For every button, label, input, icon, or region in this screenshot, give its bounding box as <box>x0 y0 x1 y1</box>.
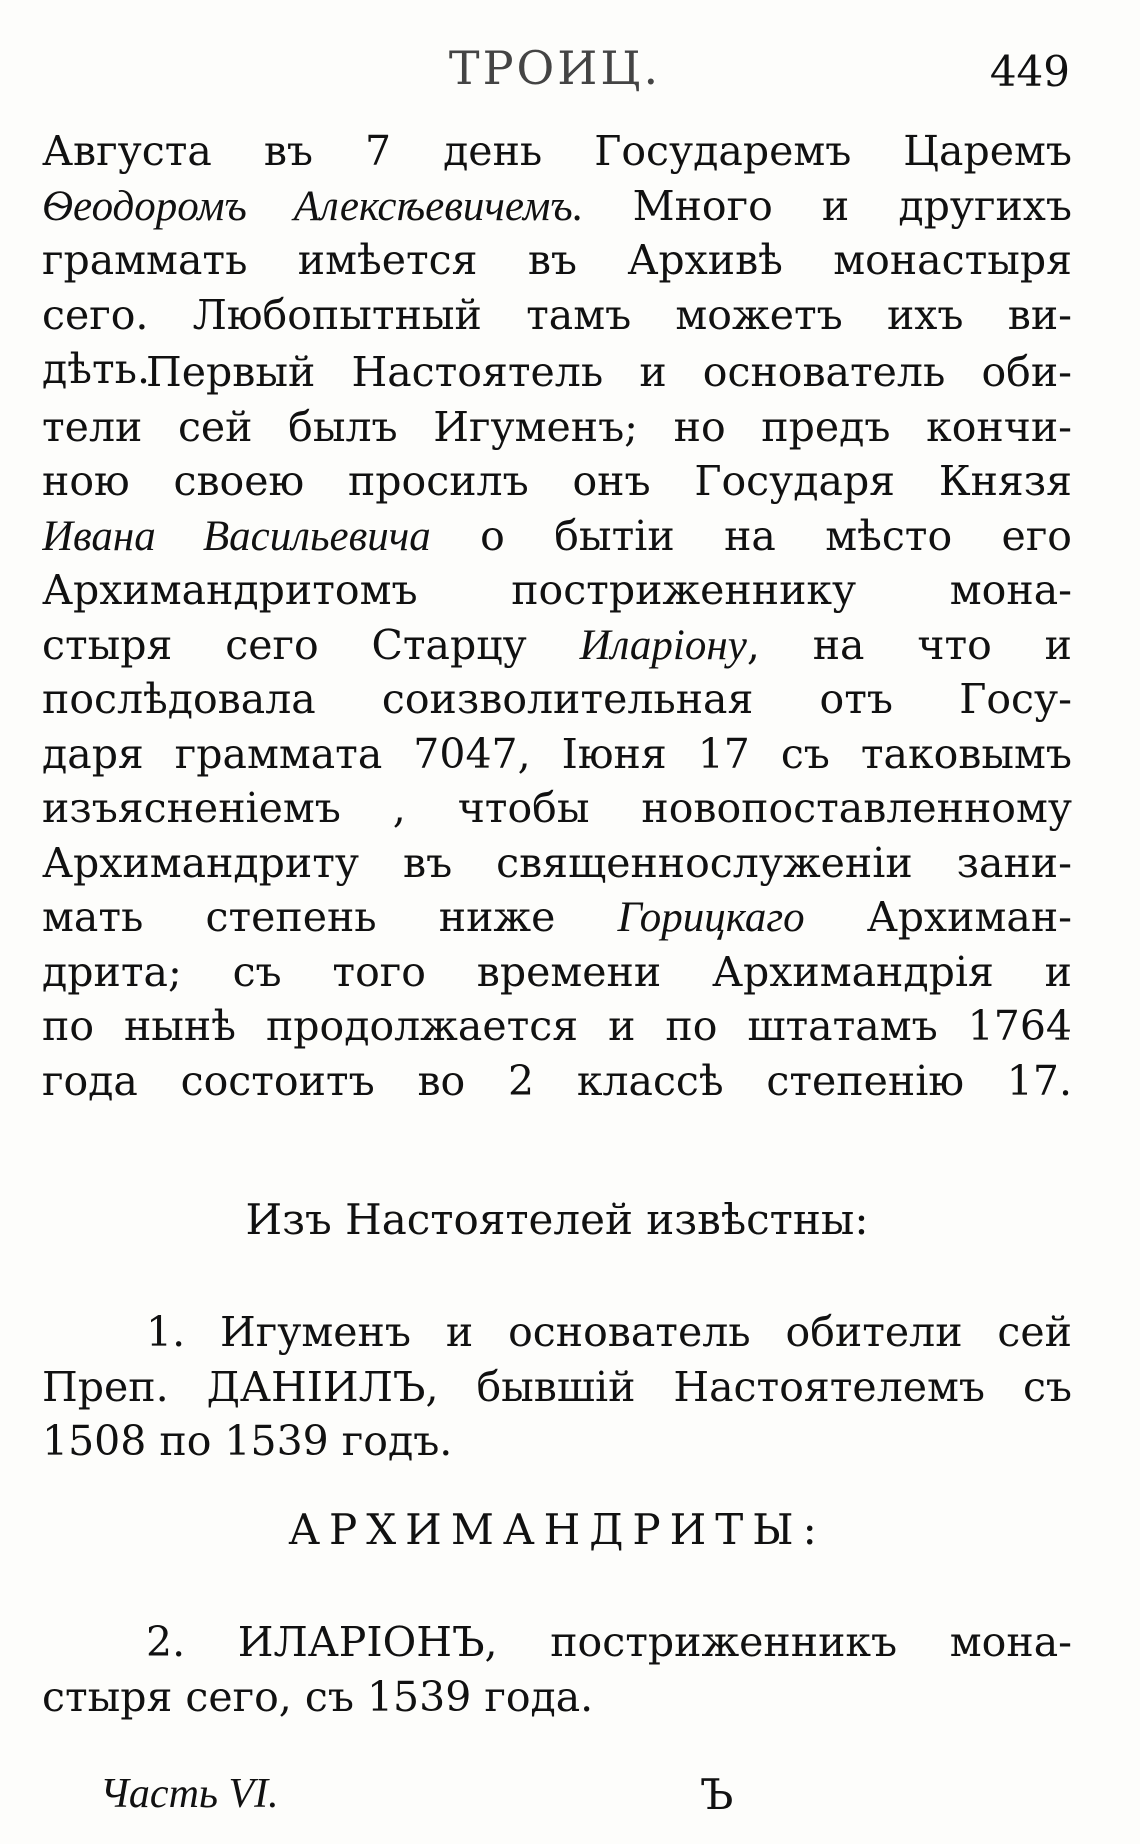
paragraph-history <box>42 345 1072 1108</box>
text-line: Преп. ДАНІИЛЪ, бывшій Настоятелемъ съ <box>42 1362 1072 1411</box>
text-line: дрита; съ того времени Архимандрія и <box>42 947 1072 996</box>
running-head <box>40 35 1070 105</box>
archimandrites-heading: АРХИМАНДРИТЫ: <box>288 1505 826 1554</box>
text-line: 1. Игуменъ и основатель обители сей <box>146 1308 1072 1356</box>
text-line: послѣдовала соизволительная отъ Госу- <box>42 675 1072 723</box>
entry-daniil <box>42 1305 1072 1469</box>
gathering-signature: Ъ <box>700 1770 734 1819</box>
text-line: мать степень ниже Горицкаго Архиман- <box>42 893 1072 941</box>
text-line: дѣть. <box>42 345 151 393</box>
person-name: Ивана Васильевича <box>42 512 431 560</box>
text-line: Первый Настоятель и основатель оби- <box>146 348 1072 396</box>
text-line: по нынѣ продолжается и по штатамъ 1764 <box>42 1002 1072 1050</box>
text-line: Ивана Васильевича о бытіи на мѣсто его <box>42 511 1072 560</box>
entry-illarion <box>42 1615 1072 1724</box>
text-line: 1508 по 1539 годъ. <box>42 1417 453 1465</box>
text-line: Ѳеодоромъ Алексѣевичемъ. Много и другихъ <box>42 181 1072 230</box>
running-title: ТРОИЦ. <box>448 41 662 95</box>
text-line: граммать имѣется въ Архивѣ монастыря <box>42 236 1072 284</box>
text-line: стыря сего, съ 1539 года. <box>42 1672 594 1721</box>
page-number: 449 <box>989 47 1070 96</box>
text-line: Августа въ 7 день Государемъ Царемъ <box>42 127 1072 175</box>
section-heading: Изъ Настоятелей извѣстны: <box>245 1195 869 1244</box>
volume-signature: Часть VI. <box>100 1771 279 1817</box>
text-line: стыря сего Старцу Иларіону, на что и <box>42 620 1072 669</box>
place-name: Горицкаго <box>617 894 805 941</box>
page-footer <box>100 1770 1000 1830</box>
text-line: года состоитъ во 2 классѣ степенію 17. <box>42 1056 1072 1105</box>
text-line: Архимандритомъ постриженнику мона- <box>42 566 1072 614</box>
person-name: Ѳеодоромъ Алексѣевичемъ. <box>42 182 584 230</box>
person-name: Иларіону <box>579 621 747 669</box>
text-line: Архимандриту въ священнослуженіи зани- <box>42 838 1072 887</box>
text-line: изъясненіемъ , чтобы новопоставленному <box>42 784 1072 832</box>
text-line: сего. Любопытный тамъ можетъ ихъ ви- <box>42 290 1072 339</box>
text-line: ною своею просилъ онъ Государя Князя <box>42 457 1072 505</box>
text-line: 2. ИЛАРІОНЪ, постриженникъ мона- <box>146 1618 1072 1666</box>
text-line: тели сей былъ Игуменъ; но предъ кончи- <box>42 402 1072 451</box>
text-line: даря граммата 7047, Іюня 17 съ таковымъ <box>42 729 1072 778</box>
